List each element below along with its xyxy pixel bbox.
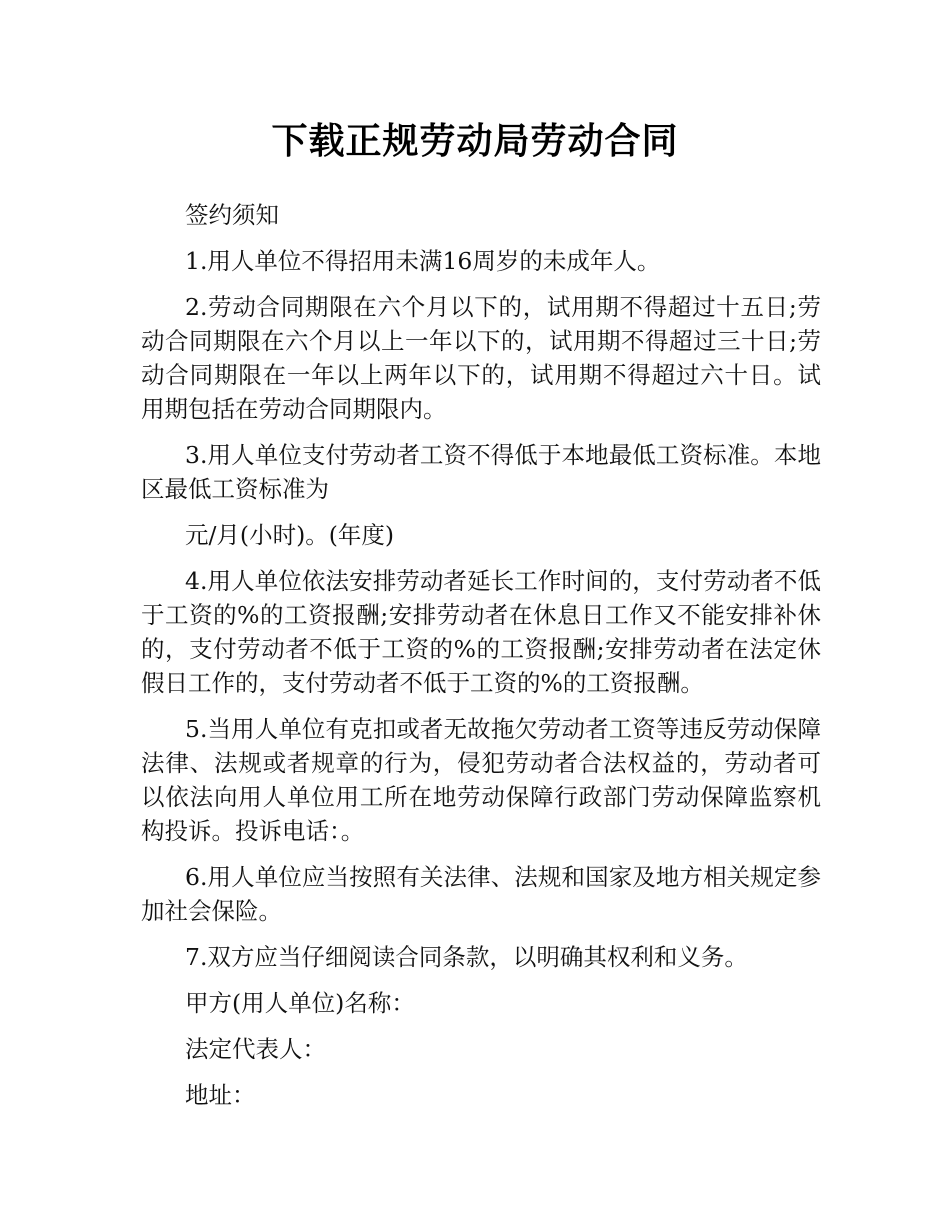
paragraph-item-3: 3.用人单位支付劳动者工资不得低于本地最低工资标准。本地区最低工资标准为	[141, 441, 821, 503]
paragraph-item-6: 6.用人单位应当按照有关法律、法规和国家及地方相关规定参加社会保险。	[141, 863, 821, 925]
paragraph-item-1: 1.用人单位不得招用未满16周岁的未成年人。	[185, 247, 661, 275]
document-body	[141, 198, 821, 1124]
field-address: 地址：	[185, 1081, 256, 1109]
paragraph-item-7: 7.双方应当仔细阅读合同条款，以明确其权利和义务。	[185, 943, 748, 971]
field-legal-representative: 法定代表人：	[185, 1035, 326, 1063]
paragraph-item-2: 2.劳动合同期限在六个月以下的，试用期不得超过十五日;劳动合同期限在六个月以上一年以下的，试用期不得超过三十日;劳动合同期限在一年以上两年以下的，试用期不得超过六十日。试用期包括在劳动合同期限内。	[141, 293, 821, 423]
paragraph-item-4: 4.用人单位依法安排劳动者延长工作时间的，支付劳动者不低于工资的%的工资报酬;安排劳动者在休息日工作又不能安排补休的，支付劳动者不低于工资的%的工资报酬;安排劳动者在法定休假日工作的，支付劳动者不低于工资的%的工资报酬。	[141, 567, 821, 697]
paragraph-item-5: 5.当用人单位有克扣或者无故拖欠劳动者工资等违反劳动保障法律、法规或者规章的行为，侵犯劳动者合法权益的，劳动者可以依法向用人单位用工所在地劳动保障行政部门劳动保障监察机构投诉。投诉电话：。	[141, 715, 821, 845]
paragraph-signing-notice-heading: 签约须知	[185, 201, 279, 229]
document-title: 下载正规劳动局劳动合同	[271, 121, 679, 162]
paragraph-min-wage-unit: 元/月(小时)。(年度)	[185, 521, 395, 549]
field-employer-name: 甲方(用人单位)名称：	[185, 989, 415, 1017]
